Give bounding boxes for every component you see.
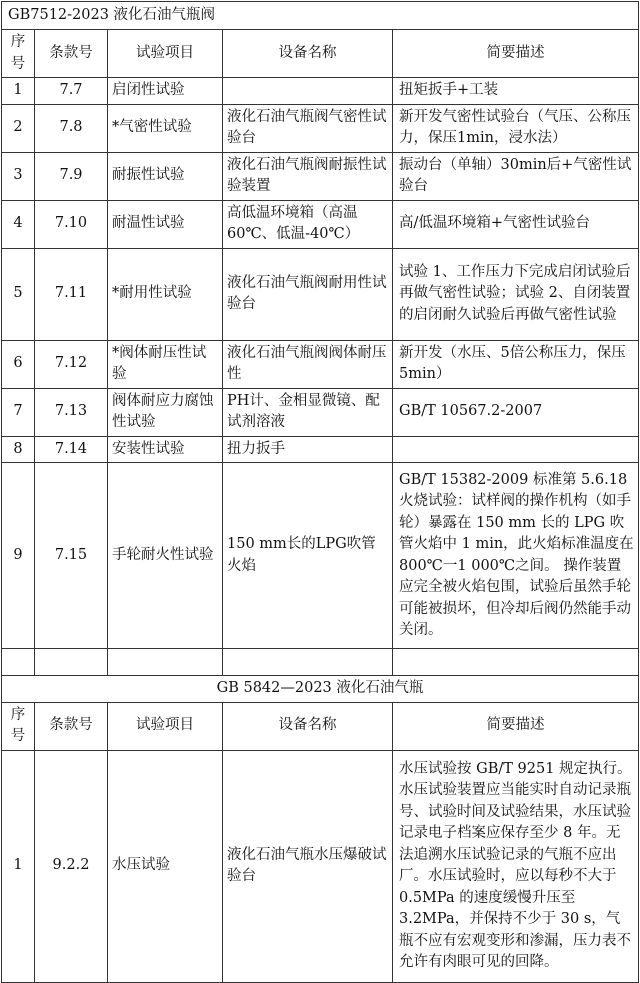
- cell-no: 9: [2, 463, 35, 649]
- header-equipment: 设备名称: [223, 30, 393, 78]
- cell-desc: 试验 1、工作压力下完成启闭试验后再做气密性试验；试验 2、自闭装置的启闭耐久试验后再做气密性试验: [393, 248, 639, 340]
- empty-cell: [393, 649, 639, 676]
- cell-item: *气密性试验: [108, 104, 223, 152]
- cell-clause: 7.7: [35, 78, 108, 105]
- cell-clause: 7.15: [35, 463, 108, 649]
- cell-desc: 扭矩扳手+工装: [393, 78, 639, 105]
- table-row: [2, 248, 639, 340]
- cell-equipment: 液化石油气瓶水压爆破试验台: [223, 750, 393, 982]
- test-items-table: [1, 1, 639, 983]
- cell-desc: GB/T 10567.2-2007: [393, 388, 639, 436]
- cell-item: *耐用性试验: [108, 248, 223, 340]
- empty-row: [2, 649, 639, 676]
- cell-item: 手轮耐火性试验: [108, 463, 223, 649]
- cell-clause: 7.8: [35, 104, 108, 152]
- cell-desc: 高/低温环境箱+气密性试验台: [393, 200, 639, 248]
- header-desc: 简要描述: [393, 702, 639, 750]
- table-row: [2, 78, 639, 105]
- empty-cell: [35, 649, 108, 676]
- cell-no: 6: [2, 340, 35, 388]
- cell-item: *阀体耐压性试验: [108, 340, 223, 388]
- cell-no: 8: [2, 436, 35, 463]
- table-row: [2, 388, 639, 436]
- cell-no: 1: [2, 750, 35, 982]
- cell-clause: 7.11: [35, 248, 108, 340]
- cell-equipment: 扭力扳手: [223, 436, 393, 463]
- cell-clause: 9.2.2: [35, 750, 108, 982]
- cell-clause: 7.12: [35, 340, 108, 388]
- cell-equipment: 液化石油气瓶阀耐用性试验台: [223, 248, 393, 340]
- header-no: 序号: [2, 702, 35, 750]
- cell-desc: GB/T 15382-2009 标准第 5.6.18 火烧试验：试样阀的操作机构（如手轮）暴露在 150 mm 长的 LPG 吹管火焰中 1 min，此火焰标准温度在800℃一1 000℃之间。 操作装置应完全被火焰包围，试验后虽然手轮可能被损坏，但冷却后阀仍然能手动关闭。: [393, 463, 639, 649]
- table-row: [2, 104, 639, 152]
- header-clause: 条款号: [35, 702, 108, 750]
- table-header: [2, 30, 639, 78]
- cell-equipment: 液化石油气瓶阀气密性试验台: [223, 104, 393, 152]
- header-equipment: 设备名称: [223, 702, 393, 750]
- table-row: [2, 200, 639, 248]
- cell-desc: [393, 436, 639, 463]
- section-title-cylinder: GB 5842—2023 液化石油气瓶: [2, 676, 639, 703]
- header-clause: 条款号: [35, 30, 108, 78]
- cell-desc: 新开发（水压、5倍公称压力，保压5min）: [393, 340, 639, 388]
- cell-item: 耐振性试验: [108, 152, 223, 200]
- cell-no: 1: [2, 78, 35, 105]
- cell-clause: 7.14: [35, 436, 108, 463]
- empty-cell: [2, 649, 35, 676]
- table-header: [2, 702, 639, 750]
- cell-desc: 振动台（单轴）30min后+气密性试验台: [393, 152, 639, 200]
- header-desc: 简要描述: [393, 30, 639, 78]
- cell-equipment: 高低温环境箱（高温60℃、低温-40℃）: [223, 200, 393, 248]
- table-row: [2, 436, 639, 463]
- cell-item: 启闭性试验: [108, 78, 223, 105]
- cell-equipment: 液化石油气瓶阀阀体耐压性: [223, 340, 393, 388]
- cell-equipment: PH计、金相显微镜、配试剂溶液: [223, 388, 393, 436]
- cell-item: 阀体耐应力腐蚀性试验: [108, 388, 223, 436]
- cell-equipment: 液化石油气瓶阀耐振性试验装置: [223, 152, 393, 200]
- cell-desc: 新开发气密性试验台（气压、公称压力，保压1min，浸水法）: [393, 104, 639, 152]
- cell-no: 4: [2, 200, 35, 248]
- cell-item: 安装性试验: [108, 436, 223, 463]
- header-item: 试验项目: [108, 30, 223, 78]
- header-item: 试验项目: [108, 702, 223, 750]
- cell-desc: 水压试验按 GB/T 9251 规定执行。水压试验装置应当能实时自动记录瓶号、试验时间及试验结果，水压试验记录电子档案应保存至少 8 年。无法追溯水压试验记录的气瓶不应出厂。水压试验时，应以每秒不大于 0.5MPa 的速度缓慢升压至3.2MPa，并保持不少于 30 s，气瓶不应有宏观变形和渗漏，压力表不允许有肉眼可见的回降。: [393, 750, 639, 982]
- cell-equipment: [223, 78, 393, 105]
- empty-cell: [108, 649, 223, 676]
- cell-no: 5: [2, 248, 35, 340]
- cell-item: 耐温性试验: [108, 200, 223, 248]
- cell-no: 2: [2, 104, 35, 152]
- cell-clause: 7.9: [35, 152, 108, 200]
- cell-equipment: 150 mm长的LPG吹管火焰: [223, 463, 393, 649]
- header-no: 序号: [2, 30, 35, 78]
- table-row: [2, 463, 639, 649]
- cell-no: 3: [2, 152, 35, 200]
- section-title-valve: GB7512-2023 液化石油气瓶阀: [2, 2, 639, 30]
- cell-no: 7: [2, 388, 35, 436]
- cell-clause: 7.13: [35, 388, 108, 436]
- cell-clause: 7.10: [35, 200, 108, 248]
- table-row: [2, 340, 639, 388]
- empty-cell: [223, 649, 393, 676]
- table-row: [2, 750, 639, 982]
- table-row: [2, 152, 639, 200]
- cell-item: 水压试验: [108, 750, 223, 982]
